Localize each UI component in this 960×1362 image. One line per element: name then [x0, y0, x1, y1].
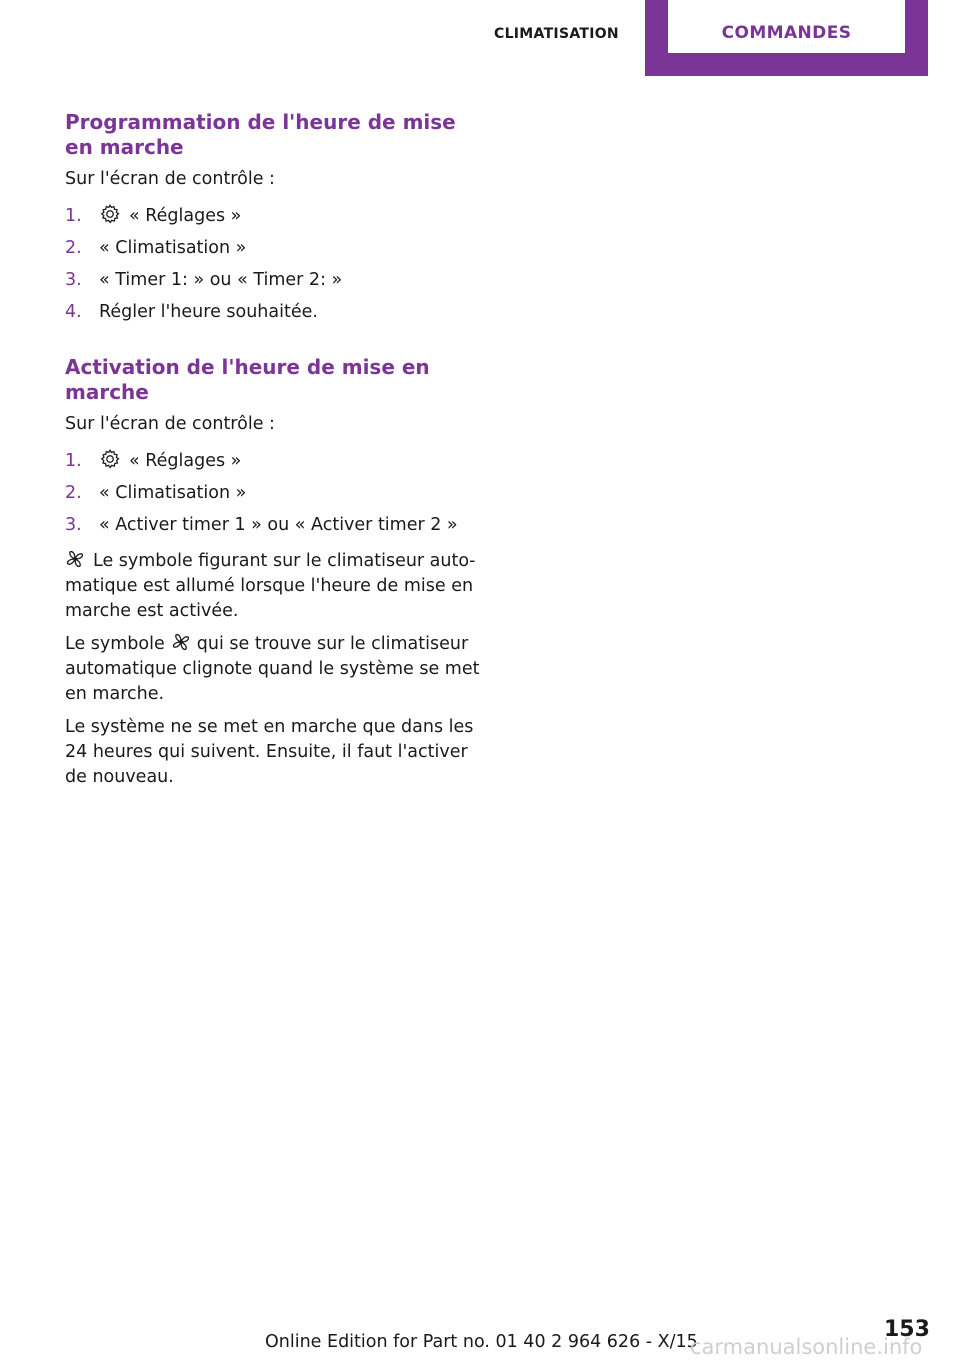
list-item	[65, 296, 485, 328]
steps-list-programming	[65, 200, 485, 328]
list-item	[65, 264, 485, 296]
watermark: carmanualsonline.info	[690, 1335, 923, 1359]
section-intro: Sur l'écran de contrôle :	[65, 414, 275, 434]
footer-edition: Online Edition for Part no. 01 40 2 964 626 - X/15	[265, 1332, 698, 1352]
paragraph-24-hours: Le système ne se met en marche que dans les 24 heures qui suivent. Ensuite, il faut l'activer de nouveau.	[65, 717, 474, 787]
step-text: « Activer timer 1 » ou « Activer timer 2 »	[99, 515, 458, 535]
step-text: « Réglages »	[129, 206, 242, 226]
section-title-activation: Activation de l'heure de mise en marche	[65, 355, 430, 404]
chapter-tab-label: COMMANDES	[721, 23, 852, 43]
list-item	[65, 477, 485, 509]
fan-icon	[171, 632, 191, 652]
step-text: « Climatisation »	[99, 483, 247, 503]
list-item	[65, 445, 485, 477]
step-text: « Réglages »	[129, 451, 242, 471]
running-header-section: CLIMATISATION	[494, 26, 619, 42]
step-number: 3.	[65, 515, 82, 535]
list-item	[65, 232, 485, 264]
step-number: 1.	[65, 206, 82, 226]
list-item	[65, 200, 485, 232]
step-number: 4.	[65, 302, 82, 322]
page-number: 153	[884, 1317, 930, 1342]
step-number: 3.	[65, 270, 82, 290]
step-text: « Timer 1: » ou « Timer 2: »	[99, 270, 343, 290]
step-number: 1.	[65, 451, 82, 471]
steps-list-activation	[65, 445, 485, 541]
fan-icon	[65, 549, 85, 569]
step-number: 2.	[65, 238, 82, 258]
section-title-programming: Programmation de l'heure de mise en marche	[65, 110, 456, 159]
paragraph-symbol-blink: Le symbole qui se trouve sur le climatiseur automatique clignote quand le système se met en marche.	[65, 634, 480, 704]
chapter-tab	[645, 0, 928, 76]
step-text: « Climatisation »	[99, 238, 247, 258]
gear-icon	[99, 203, 121, 225]
list-item	[65, 509, 485, 541]
paragraph-symbol-lit: Le symbole figurant sur le climatiseur automatique est allumé lorsque l'heure de mise en marche est activée.	[65, 551, 476, 621]
gear-icon	[99, 448, 121, 470]
main-content	[65, 110, 485, 790]
section-intro: Sur l'écran de contrôle :	[65, 169, 275, 189]
step-text: Régler l'heure souhaitée.	[99, 302, 318, 322]
step-number: 2.	[65, 483, 82, 503]
